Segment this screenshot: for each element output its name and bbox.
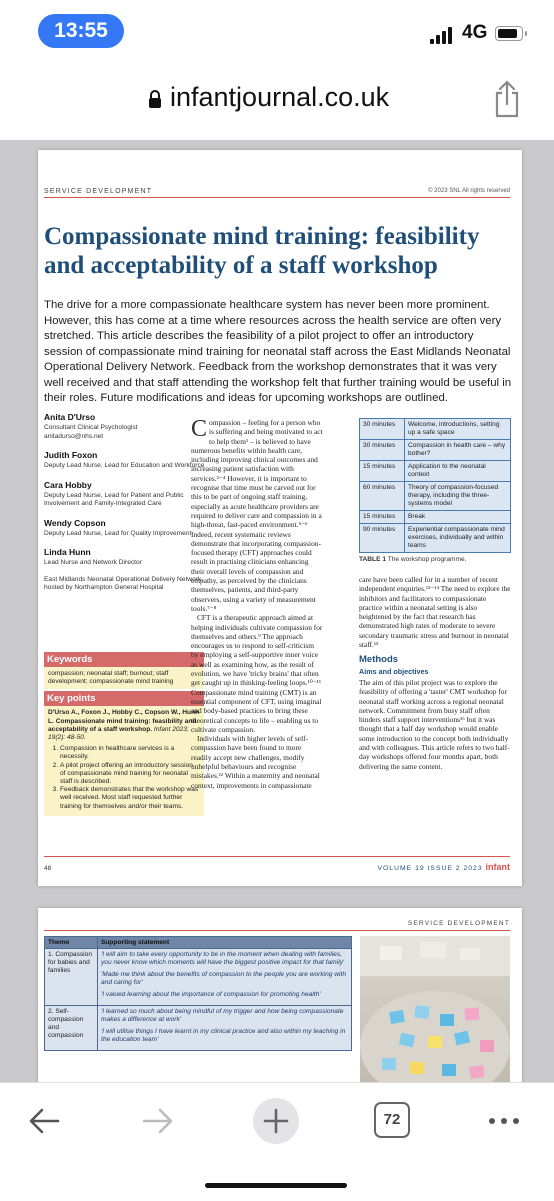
share-icon[interactable] [492,80,522,118]
author-block [44,518,214,539]
theme-cell: 1. Compassion for babies and families [45,949,98,1006]
keywords-box [44,652,204,816]
dropcap: C [191,416,208,442]
table-header-row [45,937,352,949]
author-block [44,547,214,568]
citation-ref: Infant 2023; 19(2): 48-50. [48,725,189,742]
article-title: Compassionate mind training: feasibility and acceptability of a staff workshop [44,223,480,279]
activity-cell: Experiential compassionate mind exercises, individually and within teams [405,524,511,553]
col-theme: Theme [45,937,98,949]
statement: 'Made me think about the benefits of compassion to the people you are working with and caring for' [101,971,347,986]
body-paragraph: CFT is a therapeutic approach aimed at helping individuals cultivate compassion for themselves and others.⁹ The approach encourages us to respond to self-criticism by employing a self-supportive inner voice as well as examining how, as the result of evolution, we have 'tricky brains' that often get caught up in thinking-feeling loops.¹⁰⁻¹¹ Compassionate mind training (CMT) is an essential component of CFT, using imaginal and body-based practices to bring these theoretical concepts to life – enabling us to cultivate compassion. [191,613,323,734]
statement-cell [98,949,352,1006]
author-name: Linda Hunn [44,547,91,557]
activity-cell: Theory of compassion-focused therapy, including the three-systems model [405,482,511,511]
section-label: SERVICE DEVELOPMENT [44,188,153,195]
abstract: The drive for a more compassionate healthcare system has never been more prominent. However, this has come at a time where resources across the health service are often very stretched. This article describes the feasibility of a pilot project to offer an introductory session of compassionate mind training for neonatal staff across the East Midlands Neonatal Operational Delivery Network. Feedback from the workshop demonstrates that it was very well received and that staff attending the workshop felt that further training would be useful in their roles. Future modifications and ideas for upcoming workshops are outlined. [44,299,512,404]
table-row [360,461,511,482]
battery-level [498,29,517,38]
workshop-photo [360,936,510,1082]
statement: 'I will aim to take every opportunity to be in the moment when dealing with families, you never know which moments will have the biggest positive impact for that family' [101,951,345,966]
lock-icon [148,89,162,109]
keypoint: 1. Compassion in healthcare services is a necessity. [60,745,200,761]
keypoint: 2. A pilot project offering an introductory session of compassionate mind training for neonatal staff is described. [60,762,200,787]
battery-icon [495,26,523,41]
new-tab-icon[interactable] [252,1097,300,1145]
home-indicator[interactable] [205,1183,347,1188]
keypoints-list [48,745,200,811]
duration-cell: 15 minutes [360,461,405,482]
duration-cell: 90 minutes [360,524,405,553]
theme-cell: 2. Self-compassion and compassion [45,1006,98,1051]
col-statement: Supporting statement [98,937,352,949]
signal-icon [430,26,458,44]
footer-volume: VOLUME 19 ISSUE 2 2023 [377,865,483,872]
affiliation: East Midlands Neonatal Operational Delivery Network, hosted by Northampton General Hospital [44,575,204,591]
author-name: Cara Hobby [44,479,92,490]
header-rule [44,197,510,198]
statement: 'I will utilise things I have learnt in my clinical practice and also within my teaching in the education team' [101,1028,346,1043]
author-role: Deputy Lead Nurse, Lead for Patient and Public Involvement and Family-Integrated Care [44,491,184,507]
footer-rule [44,856,510,857]
tabs-icon[interactable] [374,1102,410,1138]
keywords: compassion; neonatal staff; burnout; staff development; compassionate mind training [44,667,204,689]
author-block [44,412,214,441]
url-text[interactable]: infantjournal.co.uk [170,82,390,112]
author-name: Judith Foxon [44,450,98,460]
keywords-heading: Keywords [44,652,204,667]
author-role: Deputy Lead Nurse, Lead for Education and Workforce [44,462,205,469]
author-role: Deputy Lead Nurse, Lead for Quality Improvement [44,529,192,537]
methods-heading: Methods [359,654,399,666]
keypoints-heading: Key points [44,691,204,706]
body-column-2 [191,418,323,790]
pdf-page-48 [38,150,522,886]
table-row [360,482,511,511]
author-list [44,403,214,593]
author-role: Lead Nurse and Network Director [44,559,142,566]
author-name: Anita D'Urso [44,412,96,422]
status-bar [0,0,554,62]
tab-count: 72 [383,1111,401,1128]
body-column-3 [359,418,511,771]
table-caption [359,556,511,563]
body-paragraph: The aim of this pilot project was to explore the feasibility of offering a 'taster' CMT workshop for neonatal staff working across a regional neonatal network. Commitment from busy staff often hinders staff support interventions¹⁶ but it was thought that a half day workshop would enable some introduction to the concept both individually and with colleagues. This article refers to two half-day workshops offered four months apart, both delivering the same content. [359,677,510,771]
body-paragraph [191,418,323,613]
body-text: ompassion – feeling for a person who is suffering and being motivated to act to help them¹ – is believed to have numerous benefits within health care, including improving clinical outcomes and increasing patient satisfaction with services.²⁻⁴ However, it is important to recognise that time must be carved out for this to be part of ongoing staff training, especially as acute healthcare providers are required to deliver care and compassion in a high-threat, fast-paced environment.⁵⁻⁶ Indeed, recent systematic reviews demonstrate that incorporating compassion-focused therapy (CFT) approaches could result in practising clinicians enhancing their overall levels of compassion and empathy, as perceived by the clinicians themselves, patients, and third-party observers, using a variety of measurement tools.⁷⁻⁸ [191,418,323,613]
body-text-col3 [359,575,511,771]
section-label: SERVICE DEVELOPMENT [407,920,510,927]
body-paragraph: Individuals with higher levels of self-compassion have been found to more readily accept new challenges, modify unhelpful behaviours and recognise mistakes.¹² Within a maternity and neonatal context, improvements in compassionate [191,734,320,790]
network-label: 4G [462,22,488,43]
table-caption-text: The workshop programme. [387,556,467,563]
forward-icon[interactable] [138,1101,178,1141]
activity-cell: Break [405,511,511,524]
author-block [44,450,214,471]
duration-cell: 15 minutes [360,511,405,524]
back-icon[interactable] [24,1101,64,1141]
statement-cell [98,1006,352,1051]
table-row [45,949,352,1006]
table-row [360,419,511,440]
table-caption-label: TABLE 1 [359,556,386,563]
table-row [45,1006,352,1051]
themes-table [44,936,352,1051]
author-role: Consultant Clinical Psychologist anitadurso@nhs.net [44,424,138,440]
duration-cell: 30 minutes [360,419,405,440]
duration-cell: 60 minutes [360,482,405,511]
journal-footer [377,862,510,872]
duration-cell: 30 minutes [360,440,405,461]
aims-heading: Aims and objectives [359,666,429,676]
footer-brand: infant [485,862,510,872]
statement: 'I valued learning about the importance of compassion for promoting health' [101,991,321,998]
activity-cell: Welcome, introductions, setting up a safe space [405,419,511,440]
status-time[interactable]: 13:55 [38,14,124,48]
author-block [44,480,214,509]
page-number: 48 [44,865,52,872]
more-icon[interactable] [484,1101,524,1141]
activity-cell: Compassion in health care – why bother? [405,440,511,461]
address-bar[interactable] [0,62,554,141]
photo-illustration [360,936,510,1082]
document-viewer[interactable] [0,140,554,1082]
table-row [360,524,511,553]
citation [48,709,200,742]
body-paragraph: care have been called for in a number of recent independent enquiries.¹³⁻¹⁴ The need to explore the inhibitors and facilitators to compassionate practice within a neonatal setting is also heightened by the fact that research has demonstrated high rates of moderate to severe secondary traumatic stress and burnout in neonatal staff.¹⁵ [359,575,511,650]
author-name: Wendy Copson [44,517,106,528]
statement: 'I learned so much about being mindful of my trigger and how being compassionate makes a difference at work' [101,1008,344,1023]
keypoint: 3. Feedback demonstrates that the workshop was well received. Most staff requested further training for themselves and/or their teams. [60,786,200,811]
copyright: © 2023 SNL All rights reserved [428,188,510,194]
keypoints-box [44,706,204,815]
header-rule [44,930,510,931]
activity-cell: Application to the neonatal context [405,461,511,482]
table-row [360,511,511,524]
programme-table [359,418,511,553]
citation-text: D'Urso A., Foxon J., Hobby C., Copson W., Hunn L. Compassionate mind training: feasibility and acceptability of a staff workshop. [48,709,200,733]
table-row [360,440,511,461]
pdf-page-49 [38,908,522,1082]
